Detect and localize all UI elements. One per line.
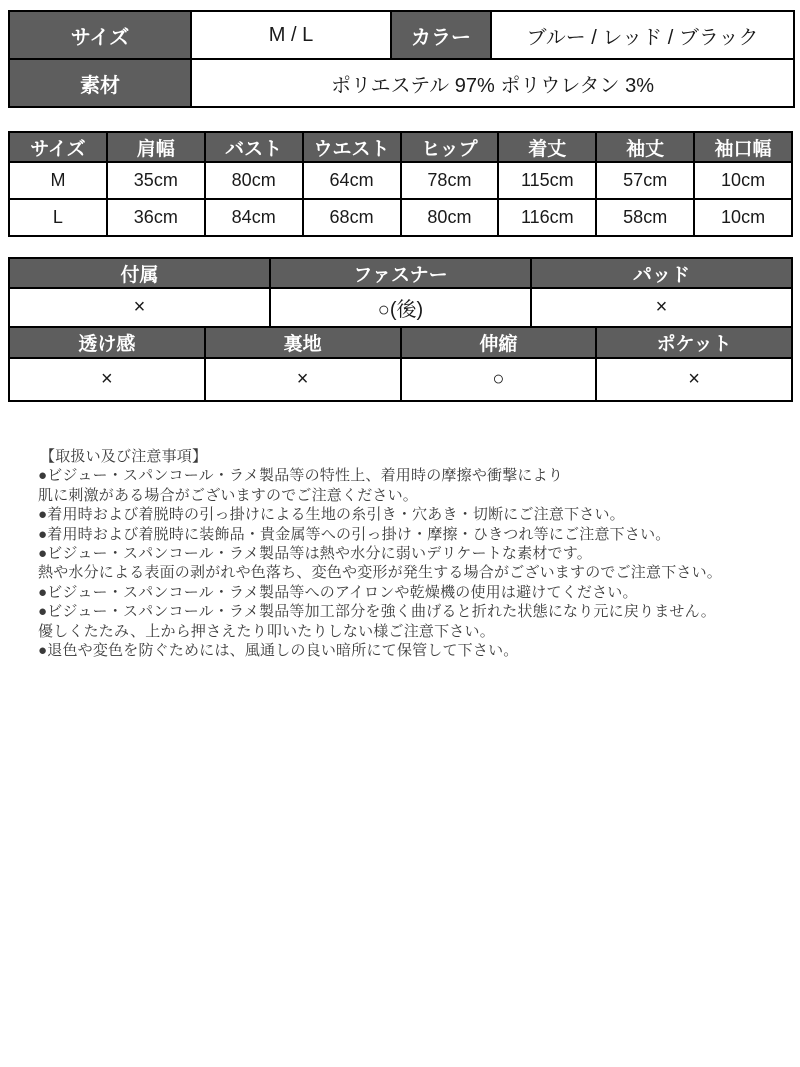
measurement-cell: 68cm: [303, 199, 401, 236]
measurement-cell: 80cm: [401, 199, 499, 236]
measurement-cell: 116cm: [498, 199, 596, 236]
features-1-header-row: [9, 258, 792, 288]
material-value-cell: ポリエステル 97% ポリウレタン 3%: [191, 59, 794, 107]
care-note-line: ●ビジュー・スパンコール・ラメ製品等は熱や水分に弱いデリケートな素材です。: [38, 545, 592, 563]
care-note-line: ●ビジュー・スパンコール・ラメ製品等加工部分を強く曲げると折れた状態になり元に戻りません。: [38, 603, 716, 621]
pocket-value-cell: ×: [596, 358, 792, 401]
measurements-table: [8, 131, 793, 237]
color-label-cell: カラー: [391, 11, 491, 59]
measurement-cell: 78cm: [401, 162, 499, 199]
care-notes-title: 【取扱い及び注意事項】: [40, 448, 208, 465]
care-notes: [8, 447, 793, 660]
measurement-cell: 64cm: [303, 162, 401, 199]
measurement-cell: 57cm: [596, 162, 694, 199]
info-row-size-color: [9, 11, 794, 59]
col-header-pad: パッド: [531, 258, 792, 288]
col-header-cuff: 袖口幅: [694, 132, 792, 162]
col-header-sleeve: 袖丈: [596, 132, 694, 162]
lining-value-cell: ×: [205, 358, 401, 401]
features-table-2: [8, 326, 793, 402]
pad-value-cell: ×: [531, 288, 792, 327]
col-header-length: 着丈: [498, 132, 596, 162]
measurement-cell: 10cm: [694, 162, 792, 199]
features-table-1: [8, 257, 793, 328]
care-note-line: ●退色や変色を防ぐためには、風通しの良い暗所にて保管して下さい。: [38, 642, 519, 660]
care-note-line: 肌に刺激がある場合がございますのでご注意ください。: [38, 486, 419, 504]
measurement-cell: 58cm: [596, 199, 694, 236]
col-header-waist: ウエスト: [303, 132, 401, 162]
features-2-value-row: [9, 358, 792, 401]
stretch-value-cell: ○: [401, 358, 597, 401]
col-header-sheerness: 透け感: [9, 327, 205, 358]
measurements-row-l: [9, 199, 792, 236]
col-header-shoulder: 肩幅: [107, 132, 205, 162]
sheerness-value-cell: ×: [9, 358, 205, 401]
care-note-line: ●着用時および着脱時の引っ掛けによる生地の糸引き・穴あき・切断にご注意下さい。: [38, 506, 625, 524]
care-note-line: 熱や水分による表面の剥がれや色落ち、変色や変形が発生する場合がございますのでご注意下さい。: [38, 564, 723, 582]
col-header-fastener: ファスナー: [270, 258, 531, 288]
measurement-cell: 10cm: [694, 199, 792, 236]
col-header-lining: 裏地: [205, 327, 401, 358]
accessory-value-cell: ×: [9, 288, 270, 327]
material-label-cell: 素材: [9, 59, 191, 107]
measurement-cell: 80cm: [205, 162, 303, 199]
care-note-line: 優しくたたみ、上から押さえたり叩いたりしない様ご注意下さい。: [38, 622, 495, 640]
col-header-accessory: 付属: [9, 258, 270, 288]
care-note-line: ●ビジュー・スパンコール・ラメ製品等の特性上、着用時の摩擦や衝撃により: [38, 467, 564, 485]
care-note-line: ●ビジュー・スパンコール・ラメ製品等へのアイロンや乾燥機の使用は避けてください。: [38, 583, 638, 601]
fastener-value-cell: ○(後): [270, 288, 531, 327]
size-cell: L: [9, 199, 107, 236]
measurement-cell: 36cm: [107, 199, 205, 236]
color-value-cell: ブルー / レッド / ブラック: [491, 11, 794, 59]
info-table: [8, 10, 795, 108]
measurement-cell: 115cm: [498, 162, 596, 199]
size-label-cell: サイズ: [9, 11, 191, 59]
measurements-header-row: [9, 132, 792, 162]
care-note-line: ●着用時および着脱時に装飾品・貴金属等への引っ掛け・摩擦・ひきつれ等にご注意下さい。: [38, 525, 671, 543]
measurement-cell: 84cm: [205, 199, 303, 236]
measurements-row-m: [9, 162, 792, 199]
features-1-value-row: [9, 288, 792, 327]
col-header-size: サイズ: [9, 132, 107, 162]
col-header-hip: ヒップ: [401, 132, 499, 162]
features-2-header-row: [9, 327, 792, 358]
col-header-pocket: ポケット: [596, 327, 792, 358]
size-value-cell: M / L: [191, 11, 391, 59]
col-header-bust: バスト: [205, 132, 303, 162]
col-header-stretch: 伸縮: [401, 327, 597, 358]
measurement-cell: 35cm: [107, 162, 205, 199]
info-row-material: [9, 59, 794, 107]
size-cell: M: [9, 162, 107, 199]
